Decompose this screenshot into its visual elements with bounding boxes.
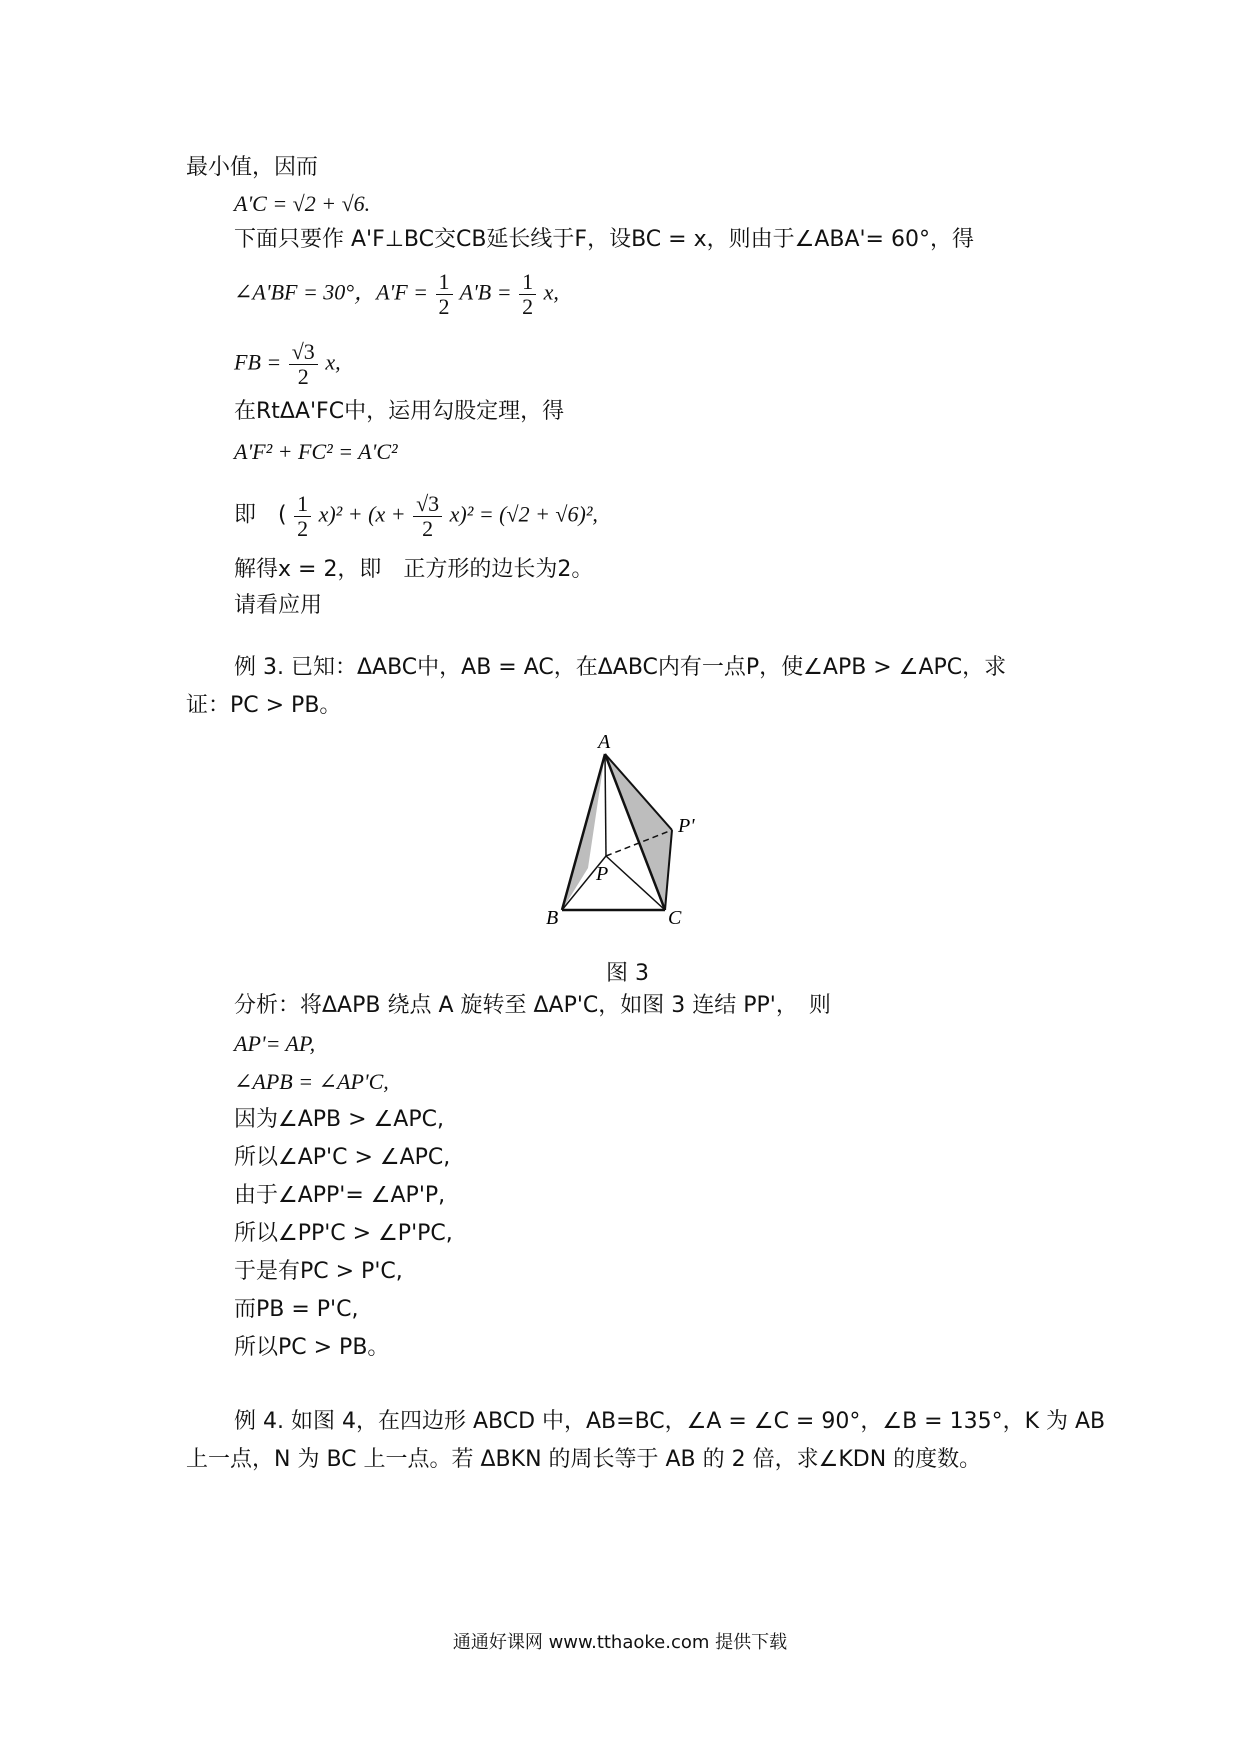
analysis-line-4: 因为∠APB > ∠APC,: [234, 1107, 444, 1132]
fraction-numerator: √3: [289, 340, 318, 365]
analysis-line-8: 于是有PC > P'C,: [234, 1259, 403, 1284]
fraction-half-2: [519, 270, 536, 319]
example-3-line-2: 证：PC > PB。: [186, 693, 342, 718]
equation-pythagoras: A'F² + FC² = A'C²: [234, 439, 398, 464]
analysis-line-5: 所以∠AP'C > ∠APC,: [234, 1145, 451, 1170]
example-4-line-2: 上一点，N 为 BC 上一点。若 ΔBKN 的周长等于 AB 的 2 倍，求∠KDN 的度数。: [186, 1447, 982, 1472]
text-line-6: 在RtΔA'FC中，运用勾股定理，得: [234, 399, 565, 424]
fraction-half-1: [436, 270, 453, 319]
eq4-part-a: ∠A'BF = 30°，A'F =: [234, 279, 429, 305]
analysis-line-1: 分析：将ΔAPB 绕点 A 旋转至 ΔAP'C，如图 3 连结 PP'， 则: [234, 993, 831, 1018]
equation-ac: A'C = √2 + √6.: [234, 191, 371, 216]
eq4-part-c: x,: [543, 279, 559, 305]
label-p: P: [596, 863, 609, 885]
equation-angle-30: [234, 270, 559, 319]
eq8-part-b: x)² + (x +: [318, 501, 406, 527]
example-4-line-1: 例 4. 如图 4，在四边形 ABCD 中，AB=BC，∠A = ∠C = 90°，∠B = 135°，K 为 AB: [234, 1409, 1106, 1434]
figure-3-triangle: [520, 728, 720, 928]
fraction-half-3: [294, 492, 311, 541]
fraction-denominator: 2: [422, 516, 434, 541]
analysis-line-2: AP'= AP,: [234, 1031, 316, 1056]
figure-caption: 图 3: [606, 961, 649, 986]
label-c: C: [668, 907, 682, 928]
fraction-denominator: 2: [297, 364, 309, 389]
analysis-line-7: 所以∠PP'C > ∠P'PC,: [234, 1221, 453, 1246]
text-line-3: 下面只要作 A'F⊥BC交CB延长线于F，设BC = x，则由于∠ABA'= 60°，得: [234, 227, 974, 252]
fraction-numerator: 1: [294, 492, 311, 517]
analysis-line-9: 而PB = P'C,: [234, 1297, 359, 1322]
analysis-line-10: 所以PC > PB。: [234, 1335, 390, 1360]
example-3-line-1: 例 3. 已知：ΔABC中，AB = AC，在ΔABC内有一点P，使∠APB > ∠APC，求: [234, 655, 1007, 680]
label-p-prime: P': [678, 815, 695, 837]
eq8-part-c: x)² = (√2 + √6)²,: [449, 501, 598, 527]
fraction-denominator: 2: [297, 516, 309, 541]
text-line-1: 最小值，因而: [186, 155, 319, 180]
eq5-part-b: x,: [325, 349, 341, 375]
segment-ab: [562, 754, 605, 910]
fraction-numerator: √3: [413, 492, 442, 517]
fraction-denominator: 2: [522, 294, 534, 319]
fraction-sqrt3-half-2: [413, 492, 442, 541]
analysis-line-3: ∠APB = ∠AP'C,: [234, 1069, 389, 1094]
eq5-part-a: FB =: [234, 349, 282, 375]
equation-fb: [234, 340, 341, 389]
label-a: A: [598, 731, 611, 753]
text-line-9: 解得x = 2，即 正方形的边长为2。: [234, 557, 594, 582]
fraction-numerator: 1: [436, 270, 453, 295]
fraction-numerator: 1: [519, 270, 536, 295]
footer-credit: 通通好课网 www.tthaoke.com 提供下载: [452, 1632, 788, 1653]
eq4-part-b: A'B =: [459, 279, 512, 305]
analysis-line-6: 由于∠APP'= ∠AP'P,: [234, 1183, 446, 1208]
fraction-denominator: 2: [438, 294, 450, 319]
segment-ap: [605, 754, 606, 856]
equation-solve: [234, 492, 598, 541]
eq8-part-a: 即 (: [234, 502, 287, 528]
text-line-10: 请看应用: [234, 593, 323, 618]
fraction-sqrt3-half: [289, 340, 318, 389]
label-b: B: [546, 907, 559, 928]
